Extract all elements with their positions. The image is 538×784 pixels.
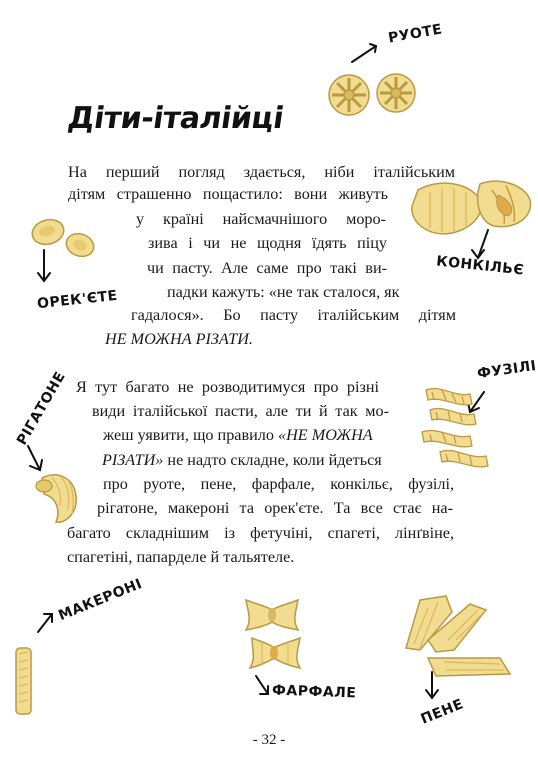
label-rigatoni: РІГАТОНЕ (14, 369, 69, 448)
paragraph-line: Я тут багато не розводитимуся про різні (76, 378, 379, 396)
paragraph-line: РІЗАТИ» не надто складне, коли йдеться (102, 451, 382, 469)
label-fusilli: ФУЗІЛІ (476, 357, 538, 383)
label-penne: ПЕНЕ (418, 696, 466, 728)
paragraph-line: жеш уявити, що правило «НЕ МОЖНА (103, 426, 373, 444)
page-title: Діти-італійці (65, 101, 286, 136)
paragraph-line: види італійської пасти, але ти й так мо- (92, 402, 389, 420)
paragraph-line: гадалося». Бо пасту італійським дітям (131, 306, 456, 324)
label-orecchiette: ОРЕК'ЄТЕ (36, 287, 119, 313)
label-ruote: РУОТЕ (387, 21, 444, 47)
paragraph-line: у країні найсмачнішого моро- (136, 210, 386, 228)
label-maccheroni: МАКЕРОНІ (56, 575, 145, 625)
paragraph-line: дітям страшенно пощастило: вони живуть (68, 185, 388, 203)
page-number: - 32 - (252, 732, 286, 748)
paragraph-line: спагетіні, папарделе й тальятеле. (67, 548, 295, 566)
paragraph-line: падки кажуть: «не так сталося, як (167, 283, 400, 301)
paragraph-line: рігатоне, макероні та орек'єте. Та все стає на- (97, 499, 453, 517)
paragraph-line: про руоте, пене, фарфале, конкільє, фузілі, (103, 475, 454, 493)
paragraph-line: чи пасту. Але саме про такі ви- (147, 259, 387, 277)
label-conchiglie: КОНКІЛЬЄ (435, 253, 525, 279)
paragraph-line: багато складнішим із фетучіні, спагеті, лінґвіне, (67, 524, 454, 542)
paragraph-line-emphasis: НЕ МОЖНА РІЗАТИ. (105, 330, 253, 348)
label-farfalle: ФАРФАЛЕ (271, 682, 357, 702)
paragraph-line: зива і чи не щодня їдять піцу (148, 234, 387, 252)
paragraph-line: На перший погляд здається, ніби італійським (68, 163, 455, 181)
